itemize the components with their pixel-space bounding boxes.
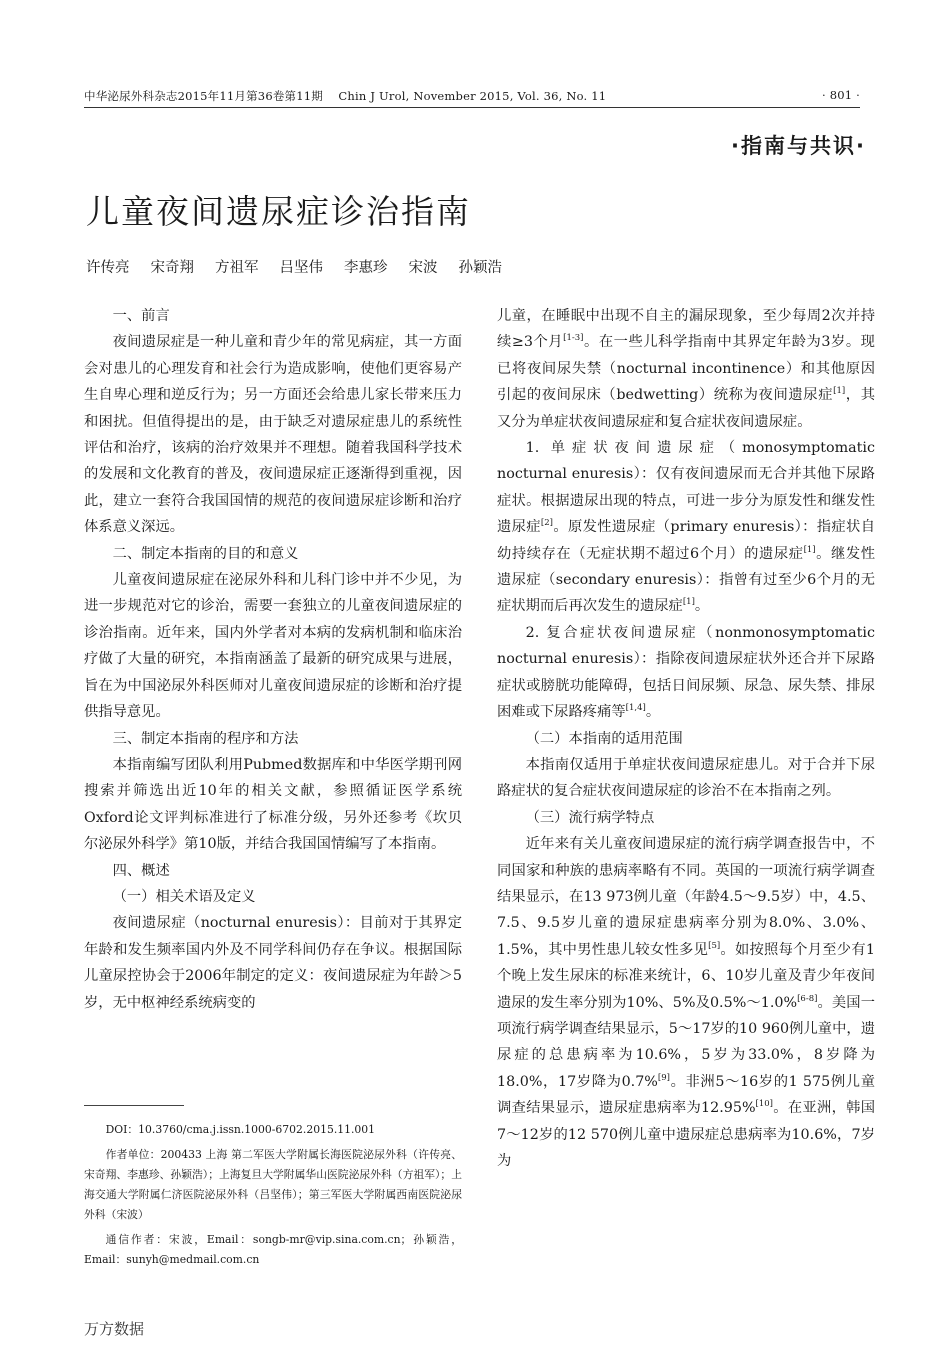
citation-ref: [6-8]: [797, 993, 818, 1004]
section-tag: ·指南与共识·: [731, 134, 866, 158]
section-heading-methods: 三、制定本指南的程序和方法: [112, 730, 299, 747]
citation-ref: [1]: [803, 544, 816, 555]
author: 宋波: [408, 260, 438, 276]
page-number: · 801 ·: [822, 88, 860, 102]
doi-footnote: DOI：10.3760/cma.j.issn.1000-6702.2015.11.001: [105, 1123, 376, 1136]
journal-name-en: Chin J Urol, November 2015, Vol. 36, No. 11: [338, 89, 607, 103]
body-paragraph: 儿童，在睡眠中出现不自主的漏尿现象，至少每周2次并持续≥3个月[1-3]。在一些儿科学指南中其界定年龄为3岁。现已将夜间尿失禁（nocturnal incontinence）和其他原因引起的夜间尿床（bedwetting）统称为夜间遗尿症[1]，其又分为单症状夜间遗尿症和复合症状夜间遗尿症。: [497, 308, 876, 430]
body-paragraph: 2. 复合症状夜间遗尿症（nonmonosymptomatic nocturnal enuresis）：指除夜间遗尿症状外还合并下尿路症状或膀胱功能障碍，包括日间尿频、尿急、尿失禁、排尿困难或下尿路疼痛等[1,4]。: [497, 624, 875, 721]
section-heading-overview: 四、概述: [112, 862, 170, 879]
citation-ref: [1]: [833, 386, 846, 397]
body-paragraph: 夜间遗尿症是一种儿童和青少年的常见病症，其一方面会对患儿的心理发育和社会行为造成影响，使他们更容易产生自卑心理和逆反行为；另一方面还会给患儿家长带来压力和困扰。但值得提出的是，由于缺乏对遗尿症患儿的系统性评估和治疗，该病的治疗效果并不理想。随着我国科学技术的发展和文化教育的普及，夜间遗尿症正逐渐得到重视，因此，建立一套符合我国国情的规范的夜间遗尿症诊断和治疗体系意义深远。: [84, 334, 462, 536]
subsection-heading-definitions: （一）相关术语及定义: [112, 888, 256, 905]
header-rule: [84, 107, 860, 108]
running-header: [84, 88, 860, 104]
body-paragraph: 近年来有关儿童夜间遗尿症的流行病学调查报告中，不同国家和种族的患病率略有不同。英国的一项流行病学调查结果显示，在13 973例儿童（年龄4.5～9.5岁）中，4.5、7.5、9.5岁儿童的遗尿症患病率分别为8.0%、3.0%、1.5%，其中男性患儿较女性多见[5]。如按照每个月至少有1个晚上发生尿床的标准来统计，6、10岁儿童及青少年夜间遗尿的发生率分别为10%、5%及0.5%～1.0%[6-8]。美国一项流行病学调查结果显示，5～17岁的10 960例儿童中，遗尿症的总患病率为10.6%，5岁为33.0%，8岁降为18.0%，17岁降为0.7%[9]。非洲5～16岁的1 575例儿童调查结果显示，遗尿症患病率为12.95%[10]。在亚洲，韩国7～12岁的12 570例儿童中遗尿症总患病率为10.6%，7岁为: [497, 836, 876, 1169]
body-paragraph: 本指南仅适用于单症状夜间遗尿症患儿。对于合并下尿路症状的复合症状夜间遗尿症的诊治不在本指南之列。: [497, 756, 875, 800]
citation-ref: [1-3]: [563, 333, 584, 344]
body-paragraph: 夜间遗尿症（nocturnal enuresis）：目前对于其界定年龄和发生频率国内外及不同学科间仍存在争议。根据国际儿童尿控协会于2006年制定的定义：夜间遗尿症为年龄＞5岁，无中枢神经系统病变的: [84, 915, 462, 1011]
citation-ref: [10]: [755, 1099, 773, 1110]
citation-ref: [5]: [708, 940, 721, 951]
footnotes: [84, 1120, 462, 1275]
journal-name-cn: 中华泌尿外科杂志2015年11月第36卷第11期: [84, 89, 323, 103]
citation-ref: [1,4]: [625, 703, 646, 714]
section-heading-purpose: 二、制定本指南的目的和意义: [112, 545, 299, 562]
article-title: 儿童夜间遗尿症诊治指南: [86, 192, 471, 231]
author: 方祖军: [215, 260, 259, 276]
affiliation-footnote: 作者单位：200433 上海 第二军医大学附属长海医院泌尿外科（许传亮、宋奇翔、李惠珍、孙颖浩）；上海复旦大学附属华山医院泌尿外科（方祖军）；上海交通大学附属仁济医院泌尿外科（吕坚伟）；第三军医大学附属西南医院泌尿外科（宋波）: [84, 1148, 462, 1221]
body-paragraph: 本指南编写团队利用Pubmed数据库和中华医学期刊网搜索并筛选出近10年的相关文献，参照循证医学系统Oxford论文评判标准进行了标准分级，另外还参考《坎贝尔泌尿外科学》第10版，并结合我国国情编写了本指南。: [84, 756, 462, 853]
author: 许传亮: [86, 260, 130, 276]
footnote-rule: [84, 1105, 184, 1106]
citation-ref: [2]: [540, 518, 553, 529]
author: 孙颖浩: [458, 260, 502, 276]
journal-citation: [84, 88, 606, 104]
left-column: [84, 303, 462, 1016]
section-heading-preface: 一、前言: [112, 308, 170, 324]
body-paragraph: 儿童夜间遗尿症在泌尿外科和儿科门诊中并不少见，为进一步规范对它的诊治，需要一套独立的儿童夜间遗尿症的诊治指南。近年来，国内外学者对本病的发病机制和临床治疗做了大量的研究，本指南涵盖了最新的研究成果与进展，旨在为中国泌尿外科医师对儿童夜间遗尿症的诊断和治疗提供指导意见。: [84, 572, 462, 721]
subsection-heading-scope: （二）本指南的适用范围: [525, 730, 683, 747]
citation-ref: [1]: [682, 597, 695, 608]
citation-ref: [9]: [657, 1073, 670, 1084]
correspondence-footnote: 通信作者：宋波，Email：songb-mr@vip.sina.com.cn；孙颖浩，Email：sunyh@medmail.com.cn: [84, 1233, 462, 1266]
author: 李惠珍: [344, 260, 388, 276]
right-column: [497, 303, 875, 1174]
author: 宋奇翔: [150, 260, 194, 276]
subsection-heading-epidemiology: （三）流行病学特点: [525, 809, 655, 826]
author-list: [86, 256, 502, 277]
author: 吕坚伟: [279, 260, 323, 276]
body-paragraph: 1. 单症状夜间遗尿症（monosymptomatic nocturnal enuresis）：仅有夜间遗尿而无合并其他下尿路症状。根据遗尿出现的特点，可进一步分为原发性和继发性遗尿症[2]。原发性遗尿症（primary enuresis）：指症状自幼持续存在（无症状期不超过6个月）的遗尿症[1]。继发性遗尿症（secondary enuresis）：指曾有过至少6个月的无症状期而后再次发生的遗尿症[1]。: [497, 440, 875, 615]
source-watermark: 万方数据: [84, 1320, 145, 1338]
